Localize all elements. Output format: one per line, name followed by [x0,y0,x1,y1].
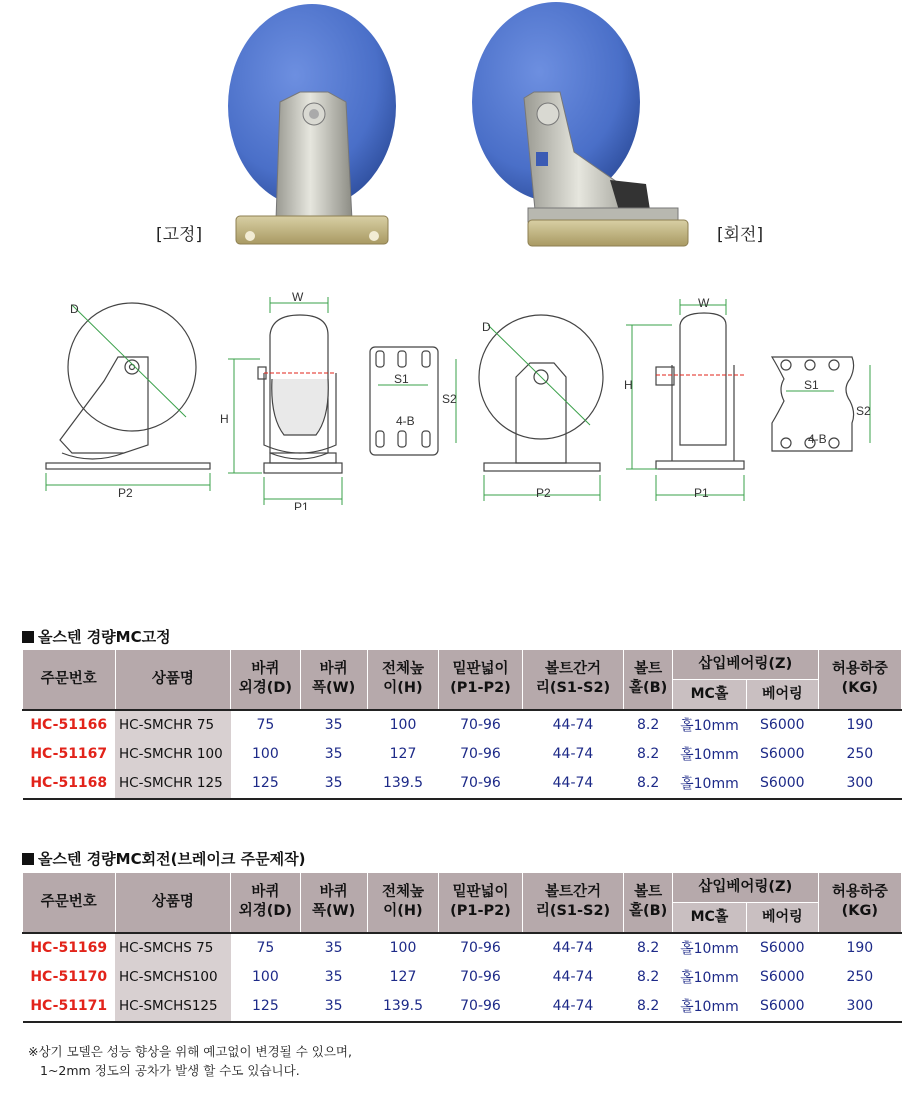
cell-mc: 홀10mm [672,933,746,963]
cell-bearing: S6000 [746,710,818,740]
cell-s: 44-74 [552,969,594,985]
cell-h: 100 [367,710,439,740]
spec-table-fixed [22,649,902,800]
cell-b: 8.2 [624,710,673,740]
cell-w: 35 [300,769,367,799]
header-code: 주문번호 [23,650,116,710]
header-z-mc: MC홀 [672,680,746,710]
cell-mc: 홀10mm [680,747,739,763]
table-row [23,933,902,963]
header-name: 상품명 [115,873,231,933]
header-w: 바퀴 폭(W) [300,650,367,710]
header-s: 볼트간거 리(S1-S2) [522,650,624,710]
header-s: 볼트간거 리(S1-S2) [522,873,624,933]
cell-mc: 홀10mm [672,992,746,1022]
cell-b: 8.2 [637,746,660,762]
cell-b: 8.2 [624,992,673,1022]
header-z-bearing: 베어링 [746,903,818,933]
dim-label-w-swivel: W [698,296,710,310]
header-load: 허용하중 (KG) [818,873,901,933]
cell-bearing: S6000 [746,769,818,799]
header-p: 밑판넓이 (P1-P2) [439,650,522,710]
table-row [23,963,902,992]
product-name: HC-SMCHR 75 [115,710,231,740]
order-code: HC-51168 [23,769,116,799]
cell-mc: 홀10mm [672,710,746,740]
order-code: HC-51169 [23,933,116,963]
fixed-plate-view [370,347,438,455]
cell-d: 75 [231,710,300,740]
dim-label-s2-fixed: S2 [442,392,457,406]
dim-label-p1-swivel: P1 [694,486,709,500]
cell-load: 190 [818,710,901,740]
order-code: HC-51170 [30,969,108,985]
cell-s: 44-74 [522,710,624,740]
cell-load: 250 [846,969,874,985]
cell-w: 35 [300,933,367,963]
cell-w: 35 [324,969,343,985]
swivel-caster-photo [470,2,690,248]
table-row [23,710,902,740]
product-name: HC-SMCHS 75 [115,933,231,963]
header-z: 삽입베어링(Z) [672,873,818,903]
header-d: 바퀴 외경(D) [231,650,300,710]
order-code: HC-51166 [23,710,116,740]
fixed-caster-label: [고정] [156,225,203,245]
disclaimer-note [28,1042,352,1080]
cell-bearing: S6000 [760,969,805,985]
cell-w: 35 [300,710,367,740]
table-row [23,740,902,769]
cell-b: 8.2 [637,969,660,985]
swivel-side-view [479,315,603,471]
cell-b: 8.2 [624,933,673,963]
header-w: 바퀴 폭(W) [300,873,367,933]
cell-bearing: S6000 [760,746,805,762]
cell-bearing: S6000 [746,992,818,1022]
cell-load: 190 [818,933,901,963]
fixed-front-view [258,315,342,473]
cell-d: 125 [231,992,300,1022]
product-name: HC-SMCHS100 [115,963,231,992]
cell-b: 8.2 [624,769,673,799]
cell-w: 35 [300,992,367,1022]
header-z: 삽입베어링(Z) [672,650,818,680]
spec-table-swivel [22,872,902,1023]
table-row [23,992,902,1022]
dim-label-s1-swivel: S1 [804,378,819,392]
swivel-caster-label: [회전] [717,225,764,245]
header-load: 허용하중 (KG) [818,650,901,710]
header-z-bearing: 베어링 [746,680,818,710]
product-name: HC-SMCHS125 [115,992,231,1022]
note-line-2: 1~2mm 정도의 공차가 발생 할 수도 있습니다. [40,1063,300,1078]
header-d: 바퀴 외경(D) [231,873,300,933]
order-code: HC-51167 [30,746,108,762]
cell-d: 100 [252,969,279,985]
header-h: 전체높 이(H) [367,873,439,933]
cell-h: 127 [389,746,417,762]
dim-label-h-swivel: H [624,378,633,392]
dim-label-p2-fixed: P2 [118,486,133,500]
table-row [23,769,902,799]
table1-title: 올스텐 경량MC고정 [22,626,171,647]
dim-label-p2-swivel: P2 [536,486,551,500]
dim-label-s1-fixed: S1 [394,372,409,386]
header-name: 상품명 [115,650,231,710]
order-code: HC-51171 [23,992,116,1022]
cell-load: 300 [818,992,901,1022]
cell-s: 44-74 [522,992,624,1022]
dim-label-b-swivel: 4-B [808,432,827,446]
dim-label-b-fixed: 4-B [396,414,415,428]
cell-d: 100 [252,746,279,762]
header-code: 주문번호 [23,873,116,933]
product-name: HC-SMCHR 100 [115,740,231,769]
swivel-front-view [656,313,744,469]
cell-s: 44-74 [522,769,624,799]
cell-p: 70-96 [439,992,522,1022]
dim-label-d-swivel: D [482,320,491,334]
cell-p: 70-96 [439,933,522,963]
cell-p: 70-96 [460,746,501,762]
dim-label-s2-swivel: S2 [856,404,871,418]
square-bullet-icon [22,631,34,643]
cell-h: 139.5 [367,769,439,799]
fixed-caster-photo [228,2,398,248]
header-p: 밑판넓이 (P1-P2) [439,873,522,933]
cell-d: 75 [231,933,300,963]
fixed-side-view [46,303,210,469]
cell-h: 127 [389,969,417,985]
cell-s: 44-74 [522,933,624,963]
dim-label-h-fixed: H [220,412,229,426]
cell-h: 100 [367,933,439,963]
cell-load: 250 [846,746,874,762]
square-bullet-icon [22,853,34,865]
cell-mc: 홀10mm [672,769,746,799]
header-b: 볼트 홀(B) [624,873,673,933]
product-name: HC-SMCHR 125 [115,769,231,799]
cell-bearing: S6000 [746,933,818,963]
cell-p: 70-96 [439,769,522,799]
cell-load: 300 [818,769,901,799]
cell-p: 70-96 [439,710,522,740]
header-h: 전체높 이(H) [367,650,439,710]
header-b: 볼트 홀(B) [624,650,673,710]
table2-title: 올스텐 경량MC회전(브레이크 주문제작) [22,848,305,869]
cell-w: 35 [324,746,343,762]
cell-s: 44-74 [552,746,594,762]
cell-d: 125 [231,769,300,799]
cell-mc: 홀10mm [680,970,739,986]
dim-label-d-fixed: D [70,302,79,316]
cell-p: 70-96 [460,969,501,985]
dim-label-w-fixed: W [292,290,304,304]
note-line-1: ※상기 모델은 성능 향상을 위해 예고없이 변경될 수 있으며, [28,1044,352,1059]
dim-label-p1-fixed: P1 [294,500,309,510]
technical-drawings [0,285,922,510]
cell-h: 139.5 [367,992,439,1022]
header-z-mc: MC홀 [672,903,746,933]
